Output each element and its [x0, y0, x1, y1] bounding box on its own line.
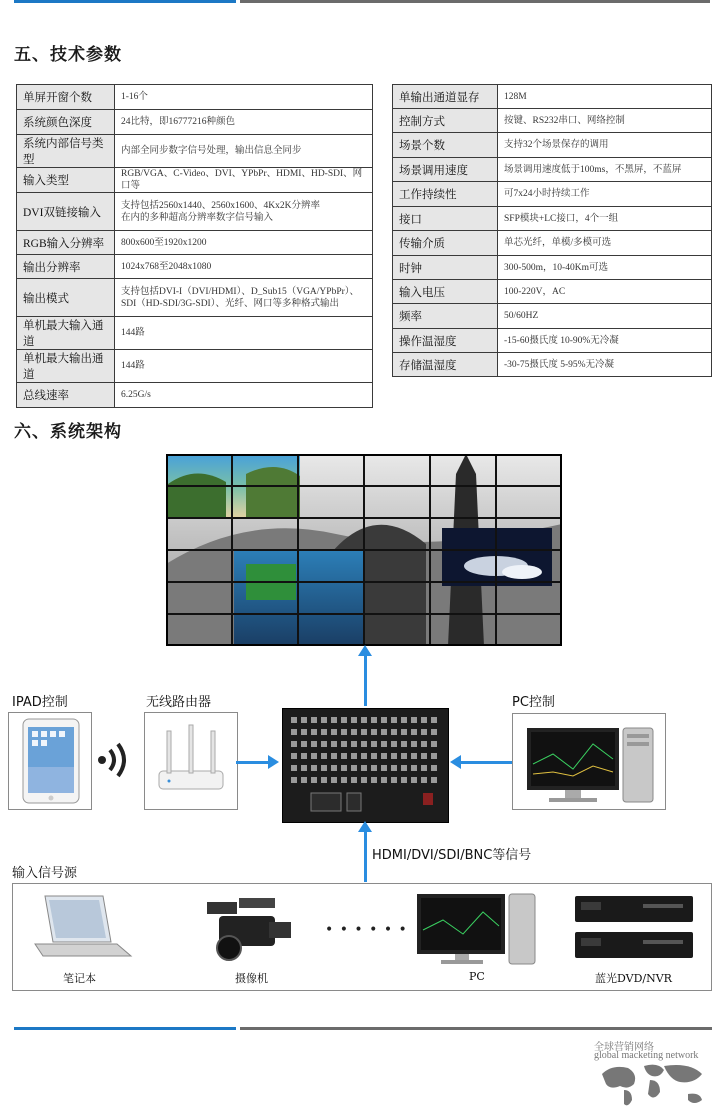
arrow-router-to-matrix: [236, 761, 270, 764]
ipad-box: [8, 712, 92, 810]
matrix-port: [371, 765, 377, 771]
matrix-port: [431, 741, 437, 747]
source-bluray-label: 蓝光DVD/NVR: [595, 972, 672, 985]
spec-value: 300-500m，10-40Km可选: [498, 256, 712, 280]
matrix-port: [331, 753, 337, 759]
signal-types-label: HDMI/DVI/SDI/BNC等信号: [372, 848, 532, 863]
spec-key: 接口: [393, 207, 498, 231]
pc-control-label: PC控制: [512, 695, 555, 710]
spec-key: 单机最大输出通道: [17, 350, 115, 383]
matrix-port: [301, 777, 307, 783]
input-sources-label: 输入信号源: [12, 866, 78, 881]
matrix-port: [391, 741, 397, 747]
matrix-port: [431, 777, 437, 783]
spec-row: [393, 231, 712, 256]
matrix-port: [361, 717, 367, 723]
spec-row: [393, 85, 712, 109]
matrix-port: [381, 765, 387, 771]
spec-key: 系统颜色深度: [17, 110, 115, 135]
matrix-port: [341, 765, 347, 771]
matrix-port: [301, 741, 307, 747]
spec-key: 单输出通道显存: [393, 85, 498, 109]
matrix-port: [351, 765, 357, 771]
spec-table-left: [16, 84, 373, 408]
spec-row: [393, 329, 712, 353]
matrix-port: [301, 753, 307, 759]
matrix-port: [391, 753, 397, 759]
matrix-port: [431, 753, 437, 759]
matrix-port: [421, 765, 427, 771]
spec-row: [393, 304, 712, 329]
matrix-port: [381, 729, 387, 735]
matrix-port: [331, 765, 337, 771]
spec-row: [393, 182, 712, 207]
video-wall-image: [166, 454, 562, 646]
spec-value: 144路: [115, 350, 373, 383]
spec-key: RGB输入分辨率: [17, 231, 115, 255]
pc-icon: [513, 714, 665, 809]
spec-value: 24比特，即16777216种颜色: [115, 110, 373, 135]
matrix-port: [321, 741, 327, 747]
spec-value: 1-16个: [115, 85, 373, 110]
spec-row: [17, 168, 373, 193]
spec-value: -30-75摄氏度 5-95%无冷凝: [498, 353, 712, 377]
matrix-port: [421, 753, 427, 759]
matrix-port: [291, 753, 297, 759]
section6-title: 六、系统架构: [14, 422, 122, 442]
arrow-to-wall-head: [358, 645, 372, 656]
matrix-port: [311, 765, 317, 771]
spec-value: 1024x768至2048x1080: [115, 255, 373, 279]
matrix-port: [381, 717, 387, 723]
spec-key: 场景调用速度: [393, 158, 498, 182]
more-sources-dots: • • • • • •: [325, 922, 408, 938]
matrix-port: [321, 777, 327, 783]
spec-value: 50/60HZ: [498, 304, 712, 329]
matrix-port: [351, 717, 357, 723]
matrix-port: [291, 765, 297, 771]
matrix-port: [331, 717, 337, 723]
matrix-port: [351, 777, 357, 783]
matrix-port: [391, 729, 397, 735]
matrix-port: [381, 753, 387, 759]
arrow-pc-to-matrix: [460, 761, 512, 764]
spec-row: [393, 353, 712, 377]
spec-row: [17, 383, 373, 408]
matrix-port: [401, 753, 407, 759]
input-sources-box: [12, 883, 712, 991]
spec-row: [393, 158, 712, 182]
matrix-port: [331, 729, 337, 735]
matrix-port: [311, 753, 317, 759]
matrix-port: [311, 717, 317, 723]
wifi-icon: [96, 740, 136, 780]
matrix-port: [351, 729, 357, 735]
matrix-port: [431, 729, 437, 735]
spec-row: [17, 255, 373, 279]
spec-value: 支持包括DVI-I（DVI/HDMI）、D_Sub15（VGA/YPbPr）、 SDI（HD-SDI/3G-SDI）、光纤、网口等多种格式输出: [115, 279, 373, 317]
matrix-port: [311, 741, 317, 747]
arrow-sources-to-matrix-head: [358, 821, 372, 832]
spec-row: [393, 280, 712, 304]
spec-value: 支持32个场景保存的调用: [498, 133, 712, 158]
matrix-port: [361, 729, 367, 735]
spec-row: [393, 256, 712, 280]
ipad-control-label: IPAD控制: [12, 695, 68, 710]
matrix-port: [341, 717, 347, 723]
footer-en-text: global macketing network: [594, 1050, 699, 1061]
spec-key: 频率: [393, 304, 498, 329]
spec-row: [17, 317, 373, 350]
matrix-port: [421, 717, 427, 723]
matrix-port: [401, 777, 407, 783]
spec-key: 存储温湿度: [393, 353, 498, 377]
matrix-port: [381, 777, 387, 783]
spec-row: [393, 133, 712, 158]
matrix-port: [331, 777, 337, 783]
matrix-port: [411, 729, 417, 735]
matrix-port: [411, 717, 417, 723]
spec-key: 输出模式: [17, 279, 115, 317]
spec-value: 144路: [115, 317, 373, 350]
matrix-port: [381, 741, 387, 747]
spec-key: 输出分辨率: [17, 255, 115, 279]
source-camera-label: 摄像机: [235, 972, 268, 985]
pc-source-icon: [417, 890, 537, 966]
world-map-icon: [598, 1060, 710, 1110]
matrix-port: [311, 777, 317, 783]
matrix-port: [401, 741, 407, 747]
spec-key: 总线速率: [17, 383, 115, 408]
top-accent-bar: [14, 0, 236, 3]
matrix-port: [391, 717, 397, 723]
spec-row: [17, 231, 373, 255]
matrix-port: [341, 741, 347, 747]
matrix-port: [431, 717, 437, 723]
camcorder-icon: [199, 888, 299, 962]
spec-key: 系统内部信号类型: [17, 135, 115, 168]
spec-value: 支持包括2560x1440、2560x1600、4Kx2K分辨率 在内的多种超高分辨率数字信号输入: [115, 193, 373, 231]
spec-key: 单屏开窗个数: [17, 85, 115, 110]
arrow-to-wall: [364, 656, 367, 706]
matrix-port: [301, 765, 307, 771]
matrix-port: [301, 729, 307, 735]
arrow-sources-to-matrix: [364, 832, 367, 882]
top-divider-bar: [240, 0, 710, 3]
router-box: [144, 712, 238, 810]
spec-value: 内部全同步数字信号处理，输出信息全同步: [115, 135, 373, 168]
spec-table-right: [392, 84, 712, 377]
matrix-port: [391, 777, 397, 783]
matrix-port: [411, 777, 417, 783]
matrix-port: [291, 741, 297, 747]
spec-row: [393, 109, 712, 133]
matrix-port: [421, 777, 427, 783]
source-pc-label: PC: [469, 970, 485, 983]
spec-value: 100-220V，AC: [498, 280, 712, 304]
spec-key: 工作持续性: [393, 182, 498, 207]
matrix-port: [371, 717, 377, 723]
section5-title: 五、技术参数: [14, 45, 122, 65]
matrix-port: [311, 729, 317, 735]
matrix-port: [421, 729, 427, 735]
matrix-port: [341, 777, 347, 783]
matrix-port: [341, 753, 347, 759]
matrix-port: [411, 753, 417, 759]
matrix-port: [371, 741, 377, 747]
spec-row: [17, 279, 373, 317]
footer-divider-bar: [240, 1027, 712, 1030]
matrix-port: [371, 753, 377, 759]
matrix-port: [401, 717, 407, 723]
spec-key: 操作温湿度: [393, 329, 498, 353]
spec-value: 单芯光纤，单模/多模可选: [498, 231, 712, 256]
spec-key: 输入电压: [393, 280, 498, 304]
spec-key: 控制方式: [393, 109, 498, 133]
matrix-port: [361, 765, 367, 771]
footer-accent-bar: [14, 1027, 236, 1030]
spec-row: [17, 110, 373, 135]
ipad-icon: [9, 713, 91, 809]
spec-value: SFP模块+LC接口，4个一组: [498, 207, 712, 231]
spec-key: 单机最大输入通道: [17, 317, 115, 350]
spec-row: [17, 135, 373, 168]
matrix-port: [391, 765, 397, 771]
matrix-port: [321, 717, 327, 723]
spec-value: RGB/VGA、C-Video、DVI、YPbPr、HDMI、HD-SDI、网口等: [115, 168, 373, 193]
matrix-port: [321, 729, 327, 735]
matrix-port: [291, 777, 297, 783]
spec-value: 场景调用速度低于100ms，不黑屏，不蓝屏: [498, 158, 712, 182]
matrix-port: [411, 741, 417, 747]
matrix-port: [361, 741, 367, 747]
matrix-port: [371, 777, 377, 783]
matrix-port: [361, 753, 367, 759]
router-label: 无线路由器: [146, 695, 212, 710]
matrix-switcher-image: [283, 709, 448, 822]
spec-key: 场景个数: [393, 133, 498, 158]
matrix-port: [321, 753, 327, 759]
matrix-port: [301, 717, 307, 723]
spec-row: [17, 350, 373, 383]
matrix-port: [401, 729, 407, 735]
spec-key: 输入类型: [17, 168, 115, 193]
matrix-port: [421, 741, 427, 747]
footer-cn-text: 全球营销网络: [594, 1042, 654, 1053]
matrix-switcher: [282, 708, 449, 823]
matrix-port: [291, 729, 297, 735]
spec-key: 传输介质: [393, 231, 498, 256]
matrix-port: [341, 729, 347, 735]
spec-row: [17, 85, 373, 110]
matrix-port: [331, 741, 337, 747]
spec-value: 按键、RS232串口、网络控制: [498, 109, 712, 133]
matrix-port: [361, 777, 367, 783]
spec-row: [393, 207, 712, 231]
matrix-port: [291, 717, 297, 723]
pc-control-box: [512, 713, 666, 810]
matrix-port: [401, 765, 407, 771]
spec-key: DVI双链接输入: [17, 193, 115, 231]
router-icon: [145, 713, 237, 809]
spec-row: [17, 193, 373, 231]
spec-value: -15-60摄氏度 10-90%无冷凝: [498, 329, 712, 353]
laptop-icon: [33, 892, 133, 958]
matrix-port: [371, 729, 377, 735]
arrow-router-to-matrix-head: [268, 755, 279, 769]
bluray-nvr-icon: [573, 892, 697, 962]
arrow-pc-to-matrix-head: [450, 755, 461, 769]
spec-value: 800x600至1920x1200: [115, 231, 373, 255]
matrix-port: [321, 765, 327, 771]
matrix-port: [351, 753, 357, 759]
matrix-port: [351, 741, 357, 747]
matrix-port: [411, 765, 417, 771]
spec-key: 时钟: [393, 256, 498, 280]
source-laptop-label: 笔记本: [63, 972, 96, 985]
spec-value: 6.25G/s: [115, 383, 373, 408]
matrix-port: [431, 765, 437, 771]
spec-value: 可7x24小时持续工作: [498, 182, 712, 207]
spec-value: 128M: [498, 85, 712, 109]
video-wall: [166, 454, 562, 646]
